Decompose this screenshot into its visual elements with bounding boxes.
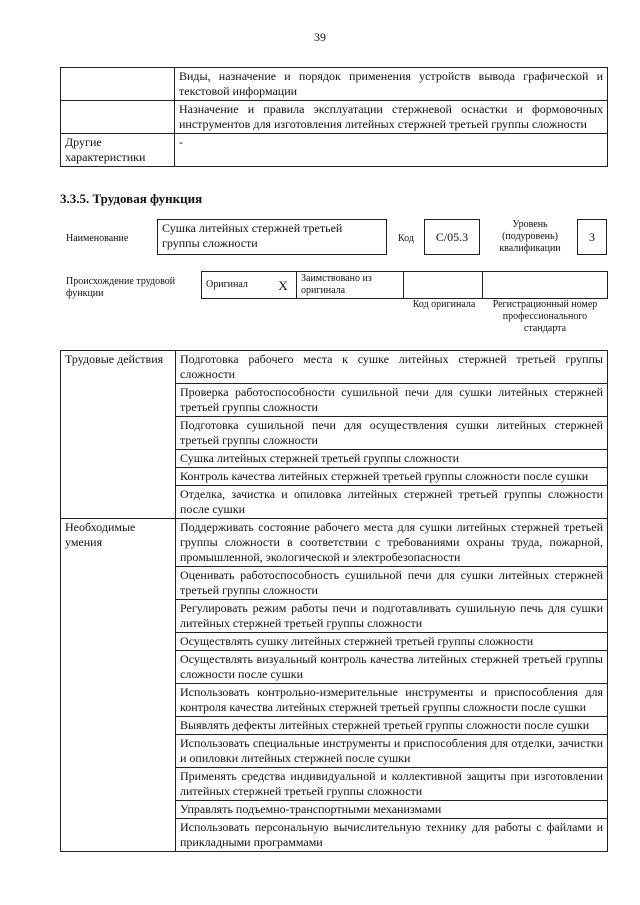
knowledge-item: Виды, назначение и порядок применения устройств вывода графической и текстовой информации <box>175 68 608 101</box>
table-row <box>61 384 608 417</box>
function-content-table <box>60 350 608 852</box>
table-row <box>61 768 608 801</box>
borrowed-label: Заимствовано из оригинала <box>297 272 404 299</box>
table-row <box>61 134 608 167</box>
table-row <box>61 101 608 134</box>
level-value: 3 <box>589 229 595 244</box>
table-row <box>61 717 608 735</box>
knowledge-item: Назначение и правила эксплуатации стержневой оснастки и формовочных инструментов для изготовления литейных стержней третьей группы сложности <box>175 101 608 134</box>
skill-item: Использовать специальные инструменты и приспособления для отделки, зачистки и опиловки литейных стержней после сушки <box>176 735 608 768</box>
table-row <box>61 519 608 567</box>
other-characteristics-label: Другие характеристики <box>61 134 175 167</box>
code-box <box>424 219 480 255</box>
page-number: 39 <box>314 30 326 44</box>
skill-item: Управлять подъемно-транспортными механизмами <box>176 801 608 819</box>
table-row <box>61 486 608 519</box>
table-row <box>202 272 608 299</box>
section-heading: 3.3.5. Трудовая функция <box>60 191 203 206</box>
table-row <box>61 567 608 600</box>
table-row <box>61 417 608 450</box>
level-label: Уровень (подуровень) квалификации <box>499 219 561 254</box>
name-label: Наименование <box>66 233 129 244</box>
required-skills-label: Необходимые умения <box>61 519 176 567</box>
skill-item: Осуществлять визуальный контроль качества литейных стержней третьей группы сложности после сушки <box>176 651 608 684</box>
function-name-box <box>157 219 387 255</box>
labor-action-item: Подготовка сушильной печи для осуществления сушки литейных стержней третьей группы сложности <box>176 417 608 450</box>
labor-action-item: Отделка, зачистка и опиловка литейных стержней третьей группы сложности после сушки <box>176 486 608 519</box>
original-label: Оригинал <box>202 272 271 299</box>
table-row <box>61 600 608 633</box>
origin-code-cell <box>404 272 483 299</box>
table-row <box>61 819 608 852</box>
labor-action-item: Контроль качества литейных стержней третьей группы сложности после сушки <box>176 468 608 486</box>
other-characteristics-value: - <box>175 134 608 167</box>
table-row <box>61 684 608 717</box>
skill-item: Применять средства индивидуальной и коллективной защиты при изготовлении литейных стержней третьей группы сложности <box>176 768 608 801</box>
knowledge-continuation-table <box>60 67 608 167</box>
table-row <box>61 735 608 768</box>
table-row <box>61 68 608 101</box>
skill-item: Регулировать режим работы печи и подготавливать сушильную печь для сушки литейных стержней третьей группы сложности <box>176 600 608 633</box>
code-label: Код <box>398 233 414 244</box>
origin-reg-cell <box>483 272 608 299</box>
table-row <box>61 633 608 651</box>
skill-item: Использовать персональную вычислительную технику для работы с файлами и прикладными программами <box>176 819 608 852</box>
table-row <box>61 450 608 468</box>
skill-item: Оценивать работоспособность сушильной печи для сушки литейных стержней третьей группы сложности <box>176 567 608 600</box>
origin-table <box>201 271 608 299</box>
skill-item: Поддерживать состояние рабочего места для сушки литейных стержней третьей группы сложности в соответствии с требованиями охраны труда, пожарной, промышленной, экологической и электробезопасности <box>176 519 608 567</box>
skill-item: Осуществлять сушку литейных стержней третьей группы сложности <box>176 633 608 651</box>
empty-cell <box>61 101 175 134</box>
original-mark: X <box>270 272 297 299</box>
skill-item: Использовать контрольно-измерительные инструменты и приспособления для контроля качества литейных стержней третьей группы сложности после сушки <box>176 684 608 717</box>
code-caption: Код оригинала <box>412 299 476 310</box>
table-row <box>61 351 608 384</box>
table-row <box>61 801 608 819</box>
origin-label: Происхождение трудовой функции <box>66 276 176 299</box>
level-box <box>577 219 607 255</box>
labor-actions-label: Трудовые действия <box>61 351 176 384</box>
table-row <box>61 651 608 684</box>
reg-number-caption: Регистрационный номер профессионального стандарта <box>492 299 598 334</box>
code-value: C/05.3 <box>435 229 469 244</box>
empty-cell <box>61 68 175 101</box>
labor-action-item: Сушка литейных стержней третьей группы сложности <box>176 450 608 468</box>
labor-action-item: Проверка работоспособности сушильной печи для сушки литейных стержней третьей группы сложности <box>176 384 608 417</box>
labor-action-item: Подготовка рабочего места к сушке литейных стержней третьей группы сложности <box>176 351 608 384</box>
table-row <box>61 468 608 486</box>
function-name-value: Сушка литейных стержней третьей группы сложности <box>162 221 343 250</box>
skill-item: Выявлять дефекты литейных стержней третьей группы сложности после сушки <box>176 717 608 735</box>
